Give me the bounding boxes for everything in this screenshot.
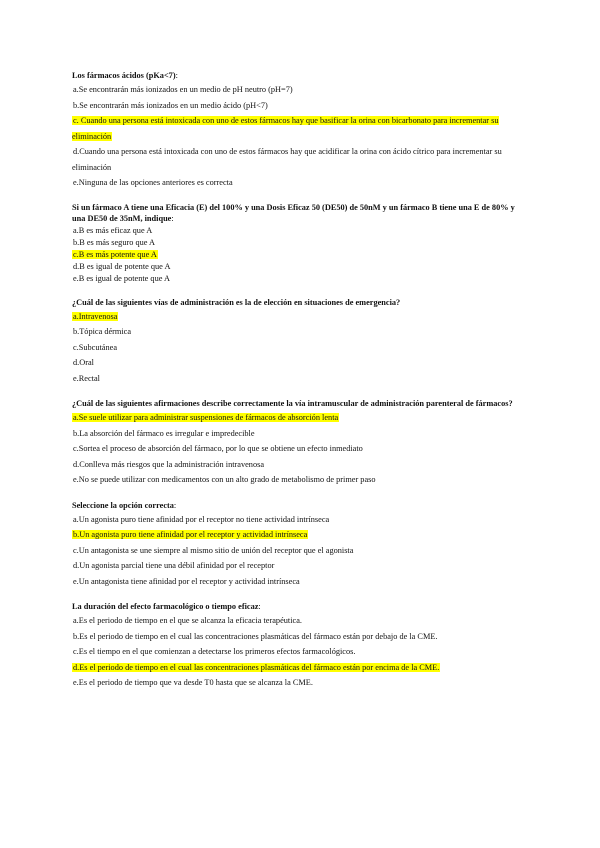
answer-option-c-highlighted: c.B es más potente que A xyxy=(73,249,157,259)
answer-option-b: b.La absorción del fármaco es irregular e impredecible xyxy=(73,428,255,438)
answer-option-a: a.Se encontrarán más ionizados en un medio de pH neutro (pH=7) xyxy=(73,85,293,94)
answer-option-a-highlighted: a.Intravenosa xyxy=(73,311,118,321)
answer-option-c: c.Sortea el proceso de absorción del fármaco, por lo que se obtiene un efecto inmediato xyxy=(73,444,363,453)
question-1 xyxy=(72,70,527,191)
answer-option-e: e.B es igual de potente que A xyxy=(73,273,171,283)
answer-option-d: d.Oral xyxy=(73,358,94,367)
answer-option-e: e.Es el periodo de tiempo que va desde T0 hasta que se alcanza la CME. xyxy=(73,678,313,687)
answer-option-b: b.Se encontrarán más ionizados en un medio ácido (pH<7) xyxy=(73,100,268,110)
answer-option-a: a.B es más eficaz que A xyxy=(73,225,153,235)
answer-option-c-highlighted: c. Cuando una persona está intoxicada con uno de estos fármacos hay que basificar la orina con bicarbonato para incrementar su eliminación xyxy=(72,116,499,141)
document-page xyxy=(72,70,527,691)
answer-option-e: e.Un antagonista tiene afinidad por el receptor y actividad intrínseca xyxy=(73,576,300,586)
question-4 xyxy=(72,398,527,488)
answer-option-a: a.Un agonista puro tiene afinidad por el receptor no tiene actividad intrínseca xyxy=(73,514,330,524)
answer-option-c: c.Un antagonista se une siempre al mismo sitio de unión del receptor que el agonista xyxy=(73,545,354,555)
answer-option-d-highlighted: d.Es el periodo de tiempo en el cual las concentraciones plasmáticas del fármaco están por encima de la CME. xyxy=(73,662,440,672)
answer-option-a-highlighted: a.Se suele utilizar para administrar suspensiones de fármacos de absorción lenta xyxy=(73,413,339,422)
answer-option-b: b.Tópica dérmica xyxy=(73,327,132,336)
question-6 xyxy=(72,601,527,691)
question-3 xyxy=(72,297,527,387)
answer-option-b-highlighted: b.Un agonista puro tiene afinidad por el receptor y actividad intrínseca xyxy=(73,530,308,539)
question-title: Si un fármaco A tiene una Eficacia (E) del 100% y una Dosis Eficaz 50 (DE50) de 50nM y un fármaco B tiene una E de 80% y una DE50 de 35nM, indique: xyxy=(72,202,515,223)
question-title: ¿Cuál de las siguientes vías de administración es la de elección en situaciones de emergencia? xyxy=(72,297,401,307)
answer-option-e: e.No se puede utilizar con medicamentos con un alto grado de metabolismo de primer paso xyxy=(73,475,376,484)
answer-option-a: a.Es el periodo de tiempo en el que se alcanza la eficacia terapéutica. xyxy=(73,616,302,625)
question-2 xyxy=(72,202,527,285)
answer-option-c: c.Subcutánea xyxy=(73,342,118,352)
answer-option-b: b.Es el periodo de tiempo en el cual las concentraciones plasmáticas del fármaco están por debajo de la CME. xyxy=(73,631,438,641)
answer-option-d: d.Conlleva más riesgos que la administración intravenosa xyxy=(73,459,265,469)
answer-option-e: e.Rectal xyxy=(73,373,100,383)
answer-option-e: e.Ninguna de las opciones anteriores es correcta xyxy=(73,178,233,187)
question-title: Seleccione la opción correcta: xyxy=(72,500,177,510)
question-5 xyxy=(72,500,527,590)
answer-option-d: d.Un agonista parcial tiene una débil afinidad por el receptor xyxy=(73,561,275,570)
answer-option-b: b.B es más seguro que A xyxy=(73,237,156,247)
question-title: ¿Cuál de las siguientes afirmaciones describe correctamente la vía intramuscular de administración parenteral de fármacos? xyxy=(72,399,513,408)
question-title: La duración del efecto farmacológico o tiempo eficaz: xyxy=(72,602,261,611)
question-title: Los fármacos ácidos (pKa<7): xyxy=(72,71,178,80)
answer-option-c: c.Es el tiempo en el que comienzan a detectarse los primeros efectos farmacológicos. xyxy=(73,647,356,656)
answer-option-d: d.B es igual de potente que A xyxy=(73,261,171,271)
answer-option-d: d.Cuando una persona está intoxicada con uno de estos fármacos hay que acidificar la orina con ácido cítrico para incrementar su eliminación xyxy=(72,147,502,172)
